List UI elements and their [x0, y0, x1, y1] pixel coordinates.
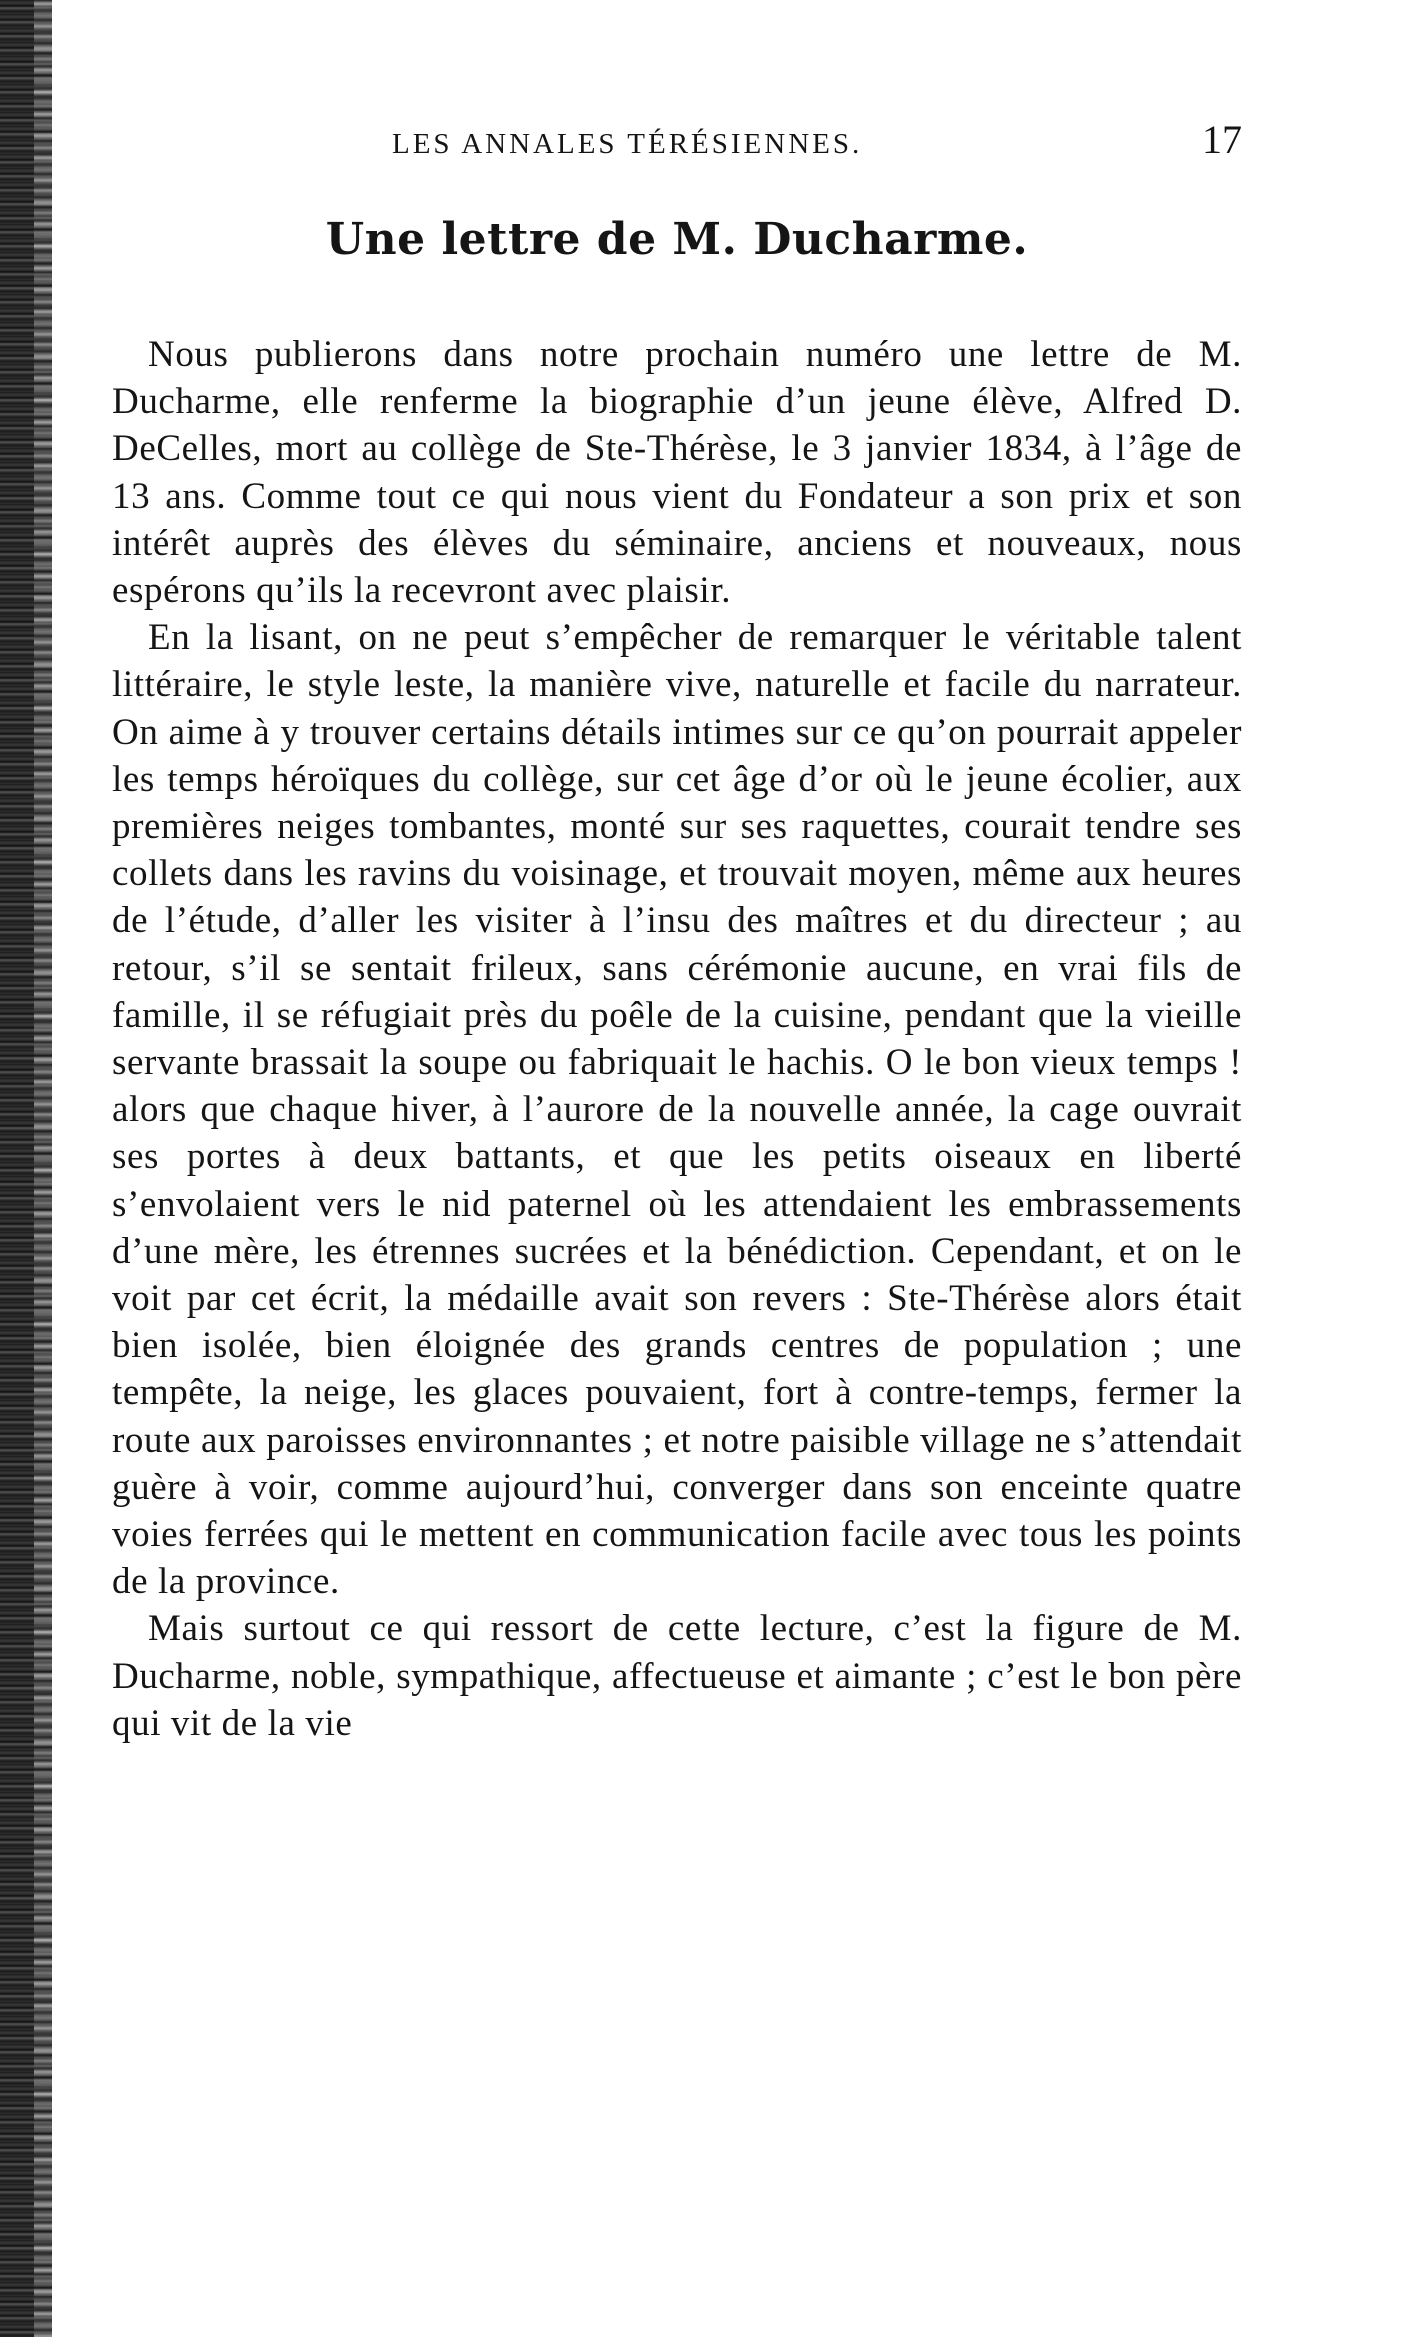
article-title: Une lettre de M. Ducharme. [325, 214, 1029, 265]
book-binding-shadow [34, 0, 64, 2337]
paragraph-body: En la lisant, on ne peut s’empêcher de remarquer le véritable talent littéraire, le style leste, la manière vive, naturelle et facile du narrateur. On aime à y trouver certains détails intimes sur ce qu’on pourrait appeler les temps héroïques du collège, sur cet âge d’or où le jeune écolier, aux premières neiges tombantes, monté sur ses raquettes, courait tendre ses collets dans les ravins du voisinage, et trouvait moyen, même aux heures de l’étude, d’aller les visiter à l’insu des maîtres et du directeur ; au retour, s’il se sentait frileux, sans cérémonie aucune, en vrai fils de famille, il se réfugiait près du poêle de la cuisine, pendant que la vieille servante brassait la soupe ou fabriquait le hachis. O le bon vieux temps ! alors que chaque hiver, à l’aurore de la nouvelle année, la cage ouvrait ses portes à deux battants, et que les petits oiseaux en liberté s’envolaient vers le nid paternel où les attendaient les embrassements d’une mère, les étrennes sucrées et la bénédiction. Cependant, et on le voit par cet écrit, la médaille avait son revers : Ste-Thérèse alors était bien isolée, bien éloignée des grands centres de population ; une tempête, la neige, les glaces pouvaient, fort à contre-temps, fermer la route aux paroisses environnantes ; et notre paisible village ne s’attendait guère à voir, comme aujourd’hui, converger dans son enceinte quatre voies ferrées qui le mettent en communication facile avec tous les points de la province. [112, 617, 1242, 1603]
paragraph-intro: Nous publierons dans notre prochain numéro une lettre de M. Ducharme, elle renferme la biographie d’un jeune élève, Alfred D. DeCelles, mort au collège de Ste-Thérèse, le 3 janvier 1834, à l’âge de 13 ans. Comme tout ce qui nous vient du Fondateur a son prix et son intérêt auprès des élèves du séminaire, anciens et nouveaux, nous espérons qu’ils la recevront avec plaisir. [112, 334, 1242, 612]
page-number: 17 [1202, 117, 1242, 162]
running-title: LES ANNALES TÉRÉSIENNES. [392, 128, 863, 160]
book-page [112, 112, 1242, 1747]
paragraph-closing: Mais surtout ce qui ressort de cette lecture, c’est la figure de M. Ducharme, noble, sympathique, affectueuse et aimante ; c’est le bon père qui vit de la vie [112, 1608, 1242, 1744]
running-header [112, 112, 1242, 172]
